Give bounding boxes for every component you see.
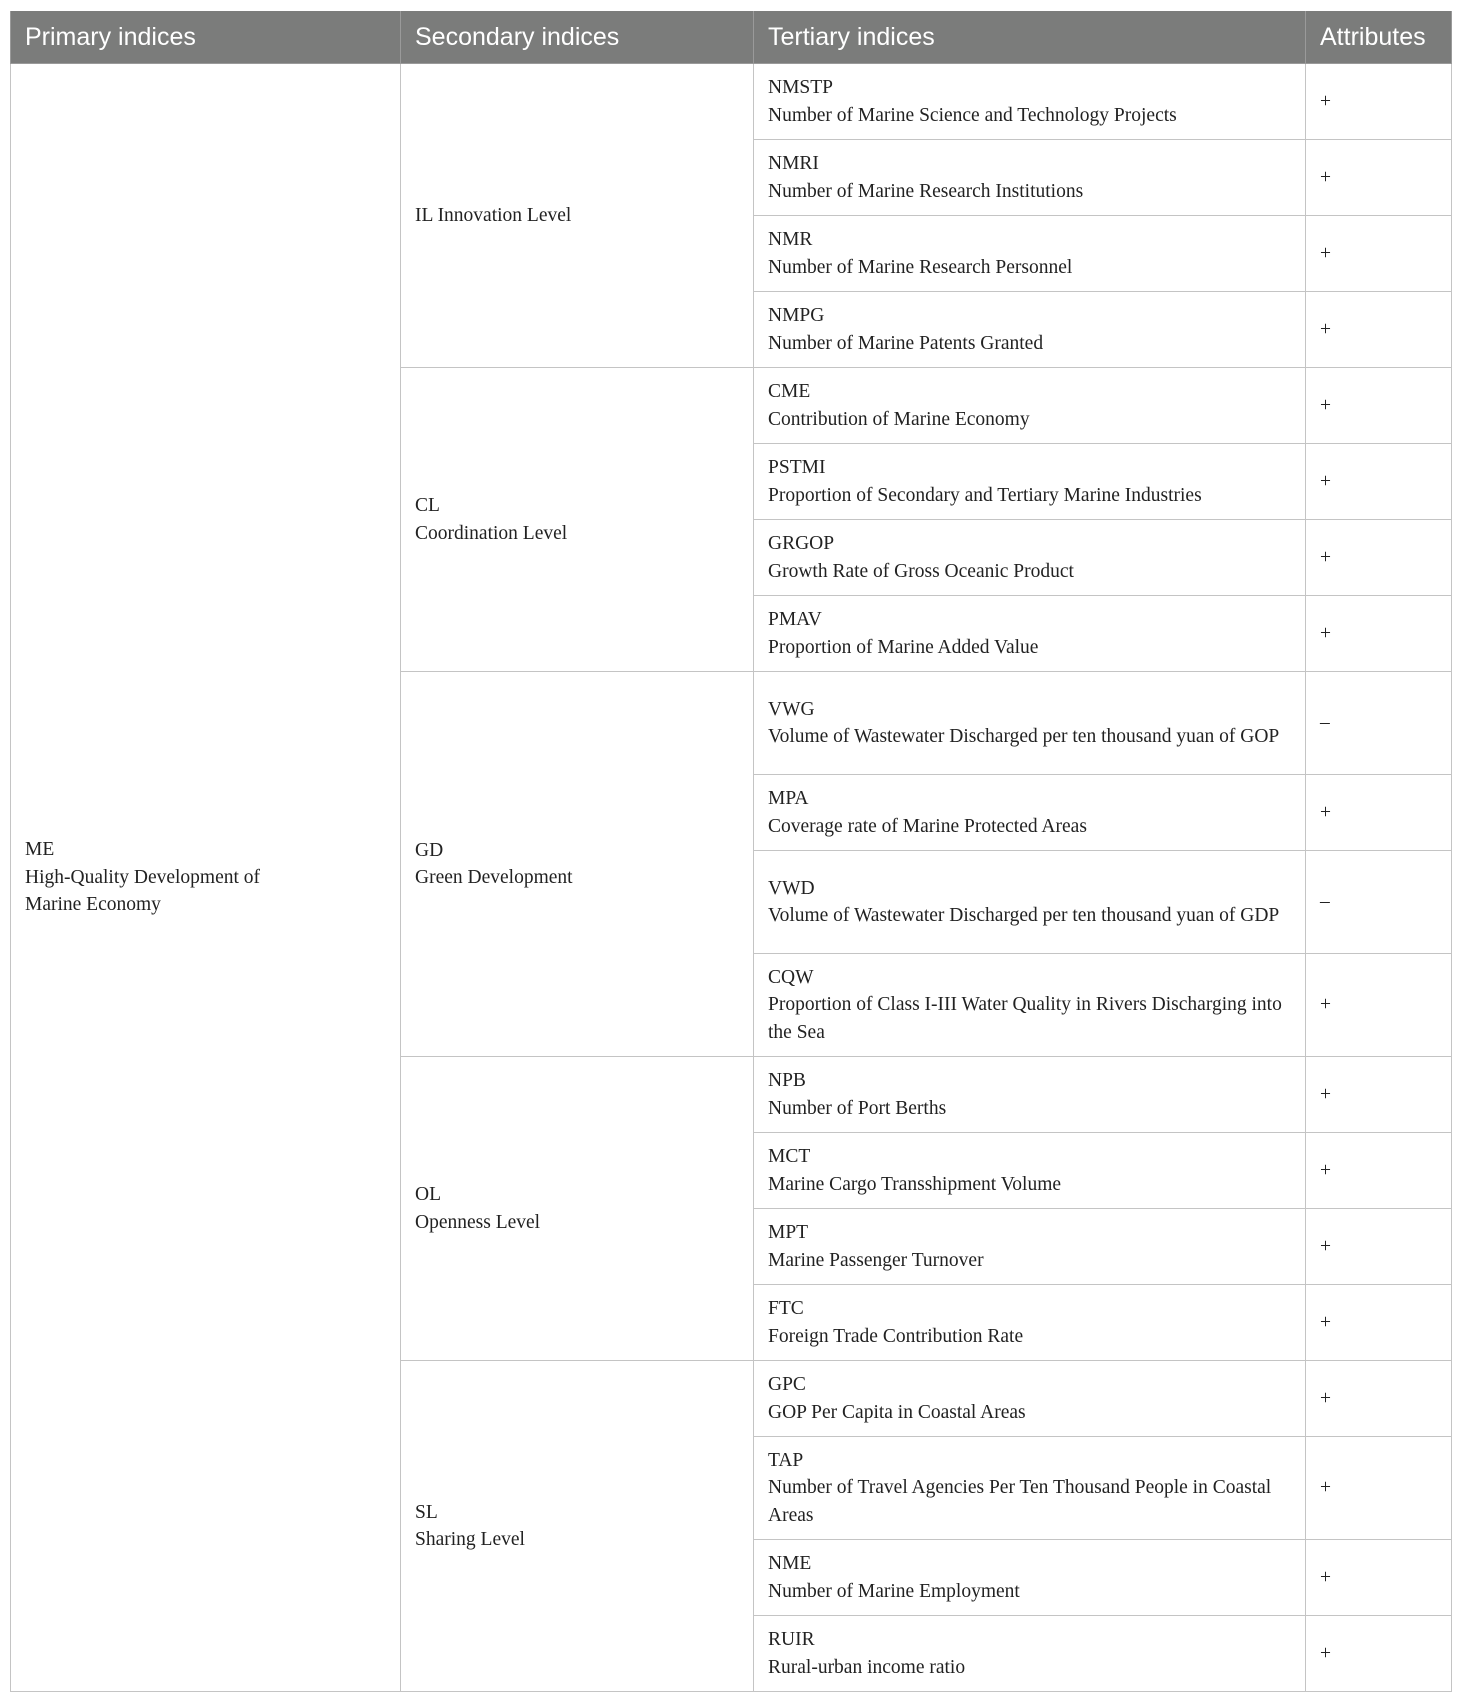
tertiary-code: NMRI bbox=[768, 153, 819, 174]
tertiary-name: Volume of Wastewater Discharged per ten thousand yuan of GOP bbox=[768, 726, 1280, 747]
secondary-code: CL bbox=[415, 495, 440, 516]
tertiary-cell bbox=[754, 368, 1306, 444]
tertiary-cell bbox=[754, 1285, 1306, 1361]
secondary-cell-il bbox=[401, 64, 754, 368]
tertiary-code: VWG bbox=[768, 698, 815, 720]
attribute-cell: + bbox=[1306, 444, 1452, 520]
tertiary-name: Rural-urban income ratio bbox=[768, 1656, 966, 1678]
tertiary-code: VWD bbox=[768, 877, 815, 899]
tertiary-cell bbox=[754, 672, 1306, 775]
tertiary-name: Volume of Wastewater Discharged per ten thousand yuan of GDP bbox=[768, 905, 1280, 926]
secondary-code: SL bbox=[415, 1501, 438, 1523]
secondary-cell-gd bbox=[401, 672, 754, 1057]
attribute-cell: + bbox=[1306, 140, 1452, 216]
tertiary-name: Proportion of Class I-III Water Quality in Rivers Discharging into the Sea bbox=[768, 994, 1282, 1043]
attribute-cell: + bbox=[1306, 1437, 1452, 1540]
tertiary-cell bbox=[754, 292, 1306, 368]
primary-code: ME bbox=[25, 839, 55, 861]
header-secondary: Secondary indices bbox=[401, 11, 754, 64]
attribute-cell: + bbox=[1306, 954, 1452, 1057]
tertiary-cell bbox=[754, 64, 1306, 140]
secondary-name: Sharing Level bbox=[415, 1529, 525, 1550]
tertiary-cell bbox=[754, 520, 1306, 596]
tertiary-name: Proportion of Secondary and Tertiary Marine Industries bbox=[768, 484, 1202, 506]
tertiary-code: NPB bbox=[768, 1070, 806, 1091]
attribute-cell: – bbox=[1306, 672, 1452, 775]
tertiary-cell bbox=[754, 1437, 1306, 1540]
attribute-cell: + bbox=[1306, 775, 1452, 851]
tertiary-name: Coverage rate of Marine Protected Areas bbox=[768, 815, 1087, 837]
secondary-cell-sl bbox=[401, 1361, 754, 1692]
tertiary-name: Growth Rate of Gross Oceanic Product bbox=[768, 560, 1074, 582]
secondary-cell-ol bbox=[401, 1057, 754, 1361]
tertiary-name: Number of Marine Research Personnel bbox=[768, 256, 1073, 278]
table-row bbox=[11, 64, 1452, 140]
tertiary-cell bbox=[754, 216, 1306, 292]
secondary-name: Green Development bbox=[415, 867, 573, 888]
tertiary-name: Number of Marine Science and Technology Projects bbox=[768, 104, 1177, 126]
tertiary-cell bbox=[754, 1133, 1306, 1209]
attribute-cell: + bbox=[1306, 1133, 1452, 1209]
tertiary-code: NME bbox=[768, 1553, 812, 1574]
tertiary-code: PSTMI bbox=[768, 457, 826, 478]
tertiary-cell bbox=[754, 775, 1306, 851]
tertiary-code: CME bbox=[768, 381, 811, 402]
tertiary-code: NMPG bbox=[768, 305, 825, 326]
attribute-cell: + bbox=[1306, 1361, 1452, 1437]
tertiary-code: NMR bbox=[768, 229, 813, 250]
tertiary-code: TAP bbox=[768, 1449, 804, 1471]
tertiary-name: Marine Passenger Turnover bbox=[768, 1249, 984, 1271]
attribute-cell: + bbox=[1306, 1057, 1452, 1133]
tertiary-code: FTC bbox=[768, 1298, 804, 1319]
tertiary-name: Contribution of Marine Economy bbox=[768, 408, 1030, 430]
tertiary-cell bbox=[754, 1616, 1306, 1692]
secondary-code: IL bbox=[415, 204, 433, 226]
tertiary-code: GPC bbox=[768, 1374, 806, 1395]
primary-cell bbox=[11, 64, 401, 1692]
tertiary-name: Number of Travel Agencies Per Ten Thousand People in Coastal Areas bbox=[768, 1477, 1272, 1526]
attribute-cell: + bbox=[1306, 1616, 1452, 1692]
tertiary-name: Proportion of Marine Added Value bbox=[768, 636, 1039, 658]
tertiary-cell bbox=[754, 1209, 1306, 1285]
attribute-cell: + bbox=[1306, 596, 1452, 672]
tertiary-cell bbox=[754, 1540, 1306, 1616]
tertiary-cell bbox=[754, 444, 1306, 520]
tertiary-code: NMSTP bbox=[768, 77, 834, 98]
tertiary-code: RUIR bbox=[768, 1629, 815, 1650]
secondary-name: Coordination Level bbox=[415, 522, 568, 544]
tertiary-code: MCT bbox=[768, 1146, 811, 1167]
tertiary-cell bbox=[754, 1057, 1306, 1133]
secondary-code: GD bbox=[415, 839, 444, 861]
tertiary-name: Number of Marine Patents Granted bbox=[768, 332, 1044, 354]
secondary-name: Openness Level bbox=[415, 1211, 541, 1233]
header-attributes: Attributes bbox=[1306, 11, 1452, 64]
tertiary-code: GRGOP bbox=[768, 533, 835, 554]
tertiary-name: Number of Marine Employment bbox=[768, 1580, 1020, 1602]
tertiary-name: Foreign Trade Contribution Rate bbox=[768, 1325, 1024, 1347]
attribute-cell: + bbox=[1306, 216, 1452, 292]
tertiary-code: MPT bbox=[768, 1222, 809, 1243]
attribute-cell: + bbox=[1306, 1540, 1452, 1616]
attribute-cell: + bbox=[1306, 368, 1452, 444]
tertiary-cell bbox=[754, 596, 1306, 672]
tertiary-code: CQW bbox=[768, 966, 814, 988]
header-row bbox=[11, 11, 1452, 64]
attribute-cell: + bbox=[1306, 1285, 1452, 1361]
attribute-cell: + bbox=[1306, 520, 1452, 596]
header-primary: Primary indices bbox=[11, 11, 401, 64]
header-tertiary: Tertiary indices bbox=[754, 11, 1306, 64]
tertiary-code: PMAV bbox=[768, 609, 822, 630]
tertiary-cell bbox=[754, 954, 1306, 1057]
secondary-name: Innovation Level bbox=[437, 204, 572, 226]
tertiary-name: Marine Cargo Transshipment Volume bbox=[768, 1173, 1062, 1195]
tertiary-name: Number of Marine Research Institutions bbox=[768, 180, 1084, 202]
tertiary-cell bbox=[754, 851, 1306, 954]
tertiary-code: MPA bbox=[768, 788, 809, 809]
tertiary-cell bbox=[754, 140, 1306, 216]
tertiary-name: GOP Per Capita in Coastal Areas bbox=[768, 1401, 1026, 1423]
attribute-cell: + bbox=[1306, 292, 1452, 368]
tertiary-cell bbox=[754, 1361, 1306, 1437]
indices-table bbox=[10, 11, 1452, 1692]
secondary-cell-cl bbox=[401, 368, 754, 672]
primary-name: High-Quality Development of Marine Economy bbox=[25, 866, 261, 916]
attribute-cell: + bbox=[1306, 1209, 1452, 1285]
attribute-cell: – bbox=[1306, 851, 1452, 954]
tertiary-name: Number of Port Berths bbox=[768, 1097, 947, 1119]
attribute-cell: + bbox=[1306, 64, 1452, 140]
secondary-code: OL bbox=[415, 1184, 441, 1205]
